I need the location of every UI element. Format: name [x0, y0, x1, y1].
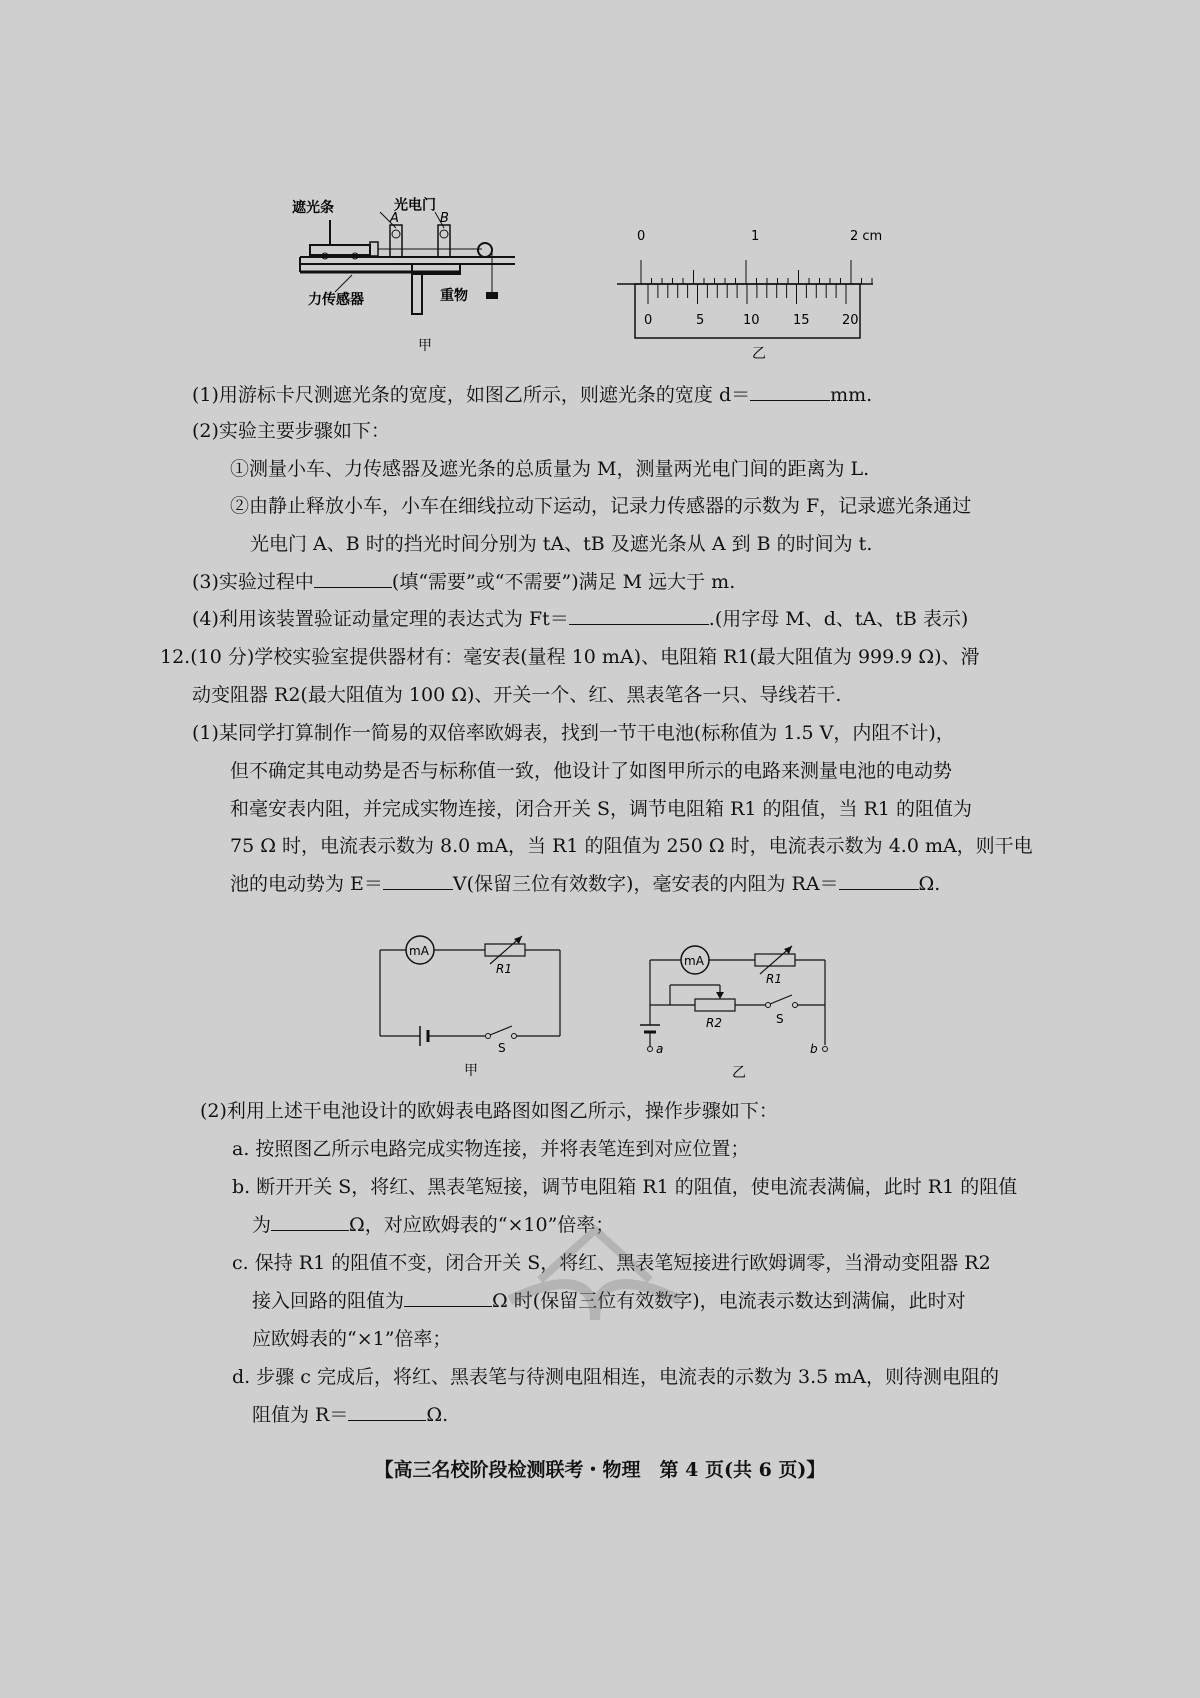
caption-yi-2: 乙 — [732, 1065, 746, 1081]
q12-step-c-line2: 接入回路的阻值为 Ω 时(保留三位有效数字)，电流表示数达到满偏，此时对 — [252, 1290, 966, 1312]
vernier-caliper-figure — [615, 228, 883, 362]
q12-step-c-line1: c. 保持 R1 的阻值不变，闭合开关 S，将红、黑表笔短接进行欧姆调零，当滑动变阻器 R2 — [232, 1252, 991, 1274]
q11-step2-line2: 光电门 A、B 时的挡光时间分别为 tA、tB 及遮光条从 A 到 B 的时间为 t. — [250, 533, 873, 555]
q12-part1-line5: 池的电动势为 E＝ V(保留三位有效数字)，毫安表的内阻为 RA＝ Ω. — [230, 873, 941, 895]
answer-blank-R1[interactable] — [271, 1212, 349, 1231]
q11-step2-line1: ②由静止释放小车，小车在细线拉动下运动，记录力传感器的示数为 F，记录遮光条通过 — [230, 495, 972, 517]
label-zhongwu: 重物 — [440, 288, 468, 304]
q12-part1-line1: (1)某同学打算制作一简易的双倍率欧姆表，找到一节干电池(标称值为 1.5 V，内阻不计)， — [192, 722, 955, 744]
q12-part1-line3: 和毫安表内阻，并完成实物连接，闭合开关 S，调节电阻箱 R1 的阻值，当 R1 的阻值为 — [230, 798, 973, 820]
q12-step-b-line1: b. 断开开关 S，将红、黑表笔短接，调节电阻箱 R1 的阻值，使电流表满偏，此时 R1 的阻值 — [232, 1176, 1018, 1198]
vernier-tick-10: 10 — [743, 313, 760, 328]
q11-part4: (4)利用该装置验证动量定理的表达式为 Ft＝ .(用字母 M、d、tA、tB 表示) — [192, 608, 969, 630]
r1-label-jia: R1 — [496, 962, 512, 976]
q12-intro-line1: 12.(10 分)学校实验室提供器材有：毫安表(量程 10 mA)、电阻箱 R1(最大阻值为 999.9 Ω)、滑 — [160, 646, 980, 668]
q11-step1: ①测量小车、力传感器及遮光条的总质量为 M，测量两光电门间的距离为 L. — [230, 458, 870, 480]
apparatus-figure — [292, 197, 560, 360]
caption-jia-2: 甲 — [464, 1063, 478, 1079]
circuit-yi — [640, 935, 860, 1085]
label-guangdianmen: 光电门 — [394, 197, 436, 214]
label-A: A — [390, 211, 399, 226]
r1-label-yi: R1 — [766, 972, 782, 986]
vernier-tick-5: 5 — [696, 313, 705, 328]
answer-blank-R2[interactable] — [404, 1288, 492, 1307]
label-zheguangtiao: 遮光条 — [292, 200, 334, 216]
answer-blank-R[interactable] — [348, 1402, 426, 1421]
label-lichuanganqi: 力传感器 — [308, 292, 364, 308]
q12-step-d-line1: d. 步骤 c 完成后，将红、黑表笔与待测电阻相连，电流表的示数为 3.5 mA，则待测电阻的 — [232, 1366, 999, 1388]
caption-jia-1: 甲 — [418, 338, 432, 354]
q12-part2-intro: (2)利用上述干电池设计的欧姆表电路图如图乙所示，操作步骤如下： — [200, 1100, 778, 1122]
meter-label-yi: mA — [684, 954, 704, 968]
watermark-logo — [500, 1220, 690, 1330]
r2-label-yi: R2 — [706, 1016, 722, 1030]
q12-step-d-line2: 阻值为 R＝ Ω. — [252, 1404, 449, 1426]
q12-step-b-line2: 为 Ω，对应欧姆表的“×10”倍率； — [252, 1214, 615, 1236]
switch-label-yi: S — [776, 1012, 784, 1026]
q12-part1-line2: 但不确定其电动势是否与标称值一致，他设计了如图甲所示的电路来测量电池的电动势 — [230, 760, 953, 782]
vernier-tick-15: 15 — [793, 313, 810, 328]
q11-part1: (1)用游标卡尺测遮光条的宽度，如图乙所示，则遮光条的宽度 d＝ mm. — [192, 384, 873, 406]
q11-part2: (2)实验主要步骤如下： — [192, 420, 390, 442]
main-tick-2: 2 cm — [850, 229, 883, 244]
caption-yi-1: 乙 — [752, 346, 766, 362]
q11-part3: (3)实验过程中 (填“需要”或“不需要”)满足 M 远大于 m. — [192, 571, 736, 593]
terminal-a: a — [656, 1042, 664, 1056]
meter-label-jia: mA — [409, 944, 429, 958]
answer-blank-RA[interactable] — [839, 871, 919, 890]
switch-label-jia: S — [498, 1041, 506, 1055]
answer-blank-d[interactable] — [750, 382, 830, 401]
vernier-tick-0: 0 — [644, 313, 653, 328]
q12-step-c-line3: 应欧姆表的“×1”倍率； — [252, 1328, 452, 1350]
answer-blank-ft[interactable] — [569, 606, 709, 625]
label-B: B — [440, 211, 449, 226]
terminal-b: b — [810, 1042, 818, 1056]
main-tick-0: 0 — [637, 229, 646, 244]
q12-intro-line2: 动变阻器 R2(最大阻值为 100 Ω)、开关一个、红、黑表笔各一只、导线若干. — [192, 684, 842, 706]
q12-part1-line4: 75 Ω 时，电流表示数为 8.0 mA，当 R1 的阻值为 250 Ω 时，电流表示数为 4.0 mA，则干电 — [230, 835, 1033, 857]
q12-step-a: a. 按照图乙所示电路完成实物连接，并将表笔连到对应位置； — [232, 1138, 750, 1160]
vernier-tick-20: 20 — [842, 313, 859, 328]
page-footer: 【高三名校阶段检测联考・物理 第 4 页(共 6 页)】 — [374, 1459, 826, 1481]
main-tick-1: 1 — [751, 229, 760, 244]
answer-blank-need[interactable] — [314, 569, 392, 588]
circuit-jia — [380, 930, 580, 1080]
answer-blank-E[interactable] — [383, 871, 453, 890]
